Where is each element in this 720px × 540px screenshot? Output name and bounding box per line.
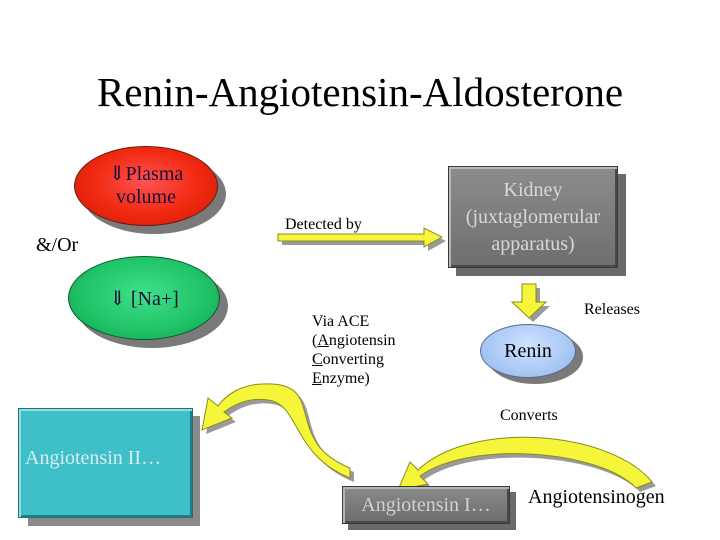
kidney-line1: Kidney <box>503 178 563 201</box>
detected-by-arrow <box>278 228 446 251</box>
angiotensinogen-label: Angiotensinogen <box>528 486 665 508</box>
angiotensin-ii-label: Angiotensin II… <box>25 447 162 469</box>
and-or-label: &/Or <box>36 234 79 256</box>
plasma-volume-line1: ⇓Plasma <box>108 163 184 185</box>
via-line3: Converting <box>312 351 384 368</box>
sodium-label: ⇓ [Na+] <box>109 287 179 310</box>
kidney-line3: apparatus) <box>491 232 575 255</box>
ace-arrow <box>202 384 354 482</box>
angiotensin-ii-box <box>18 408 193 518</box>
via-line2: (Angiotensin <box>312 332 396 349</box>
renin-label: Renin <box>504 339 552 362</box>
kidney-line2: (juxtaglomerular <box>465 205 601 228</box>
angiotensin-i-label: Angiotensin I… <box>361 493 491 516</box>
releases-arrow <box>512 284 550 322</box>
detected-by-label: Detected by <box>285 216 362 233</box>
via-line4: Enzyme) <box>312 370 370 387</box>
releases-label: Releases <box>584 301 640 318</box>
angiotensin-i-box <box>342 486 510 524</box>
plasma-volume-line2: volume <box>116 186 176 208</box>
slide-title: Renin-Angiotensin-Aldosterone <box>96 69 624 115</box>
converts-label: Converts <box>500 407 558 424</box>
via-line1: Via ACE <box>312 313 370 330</box>
